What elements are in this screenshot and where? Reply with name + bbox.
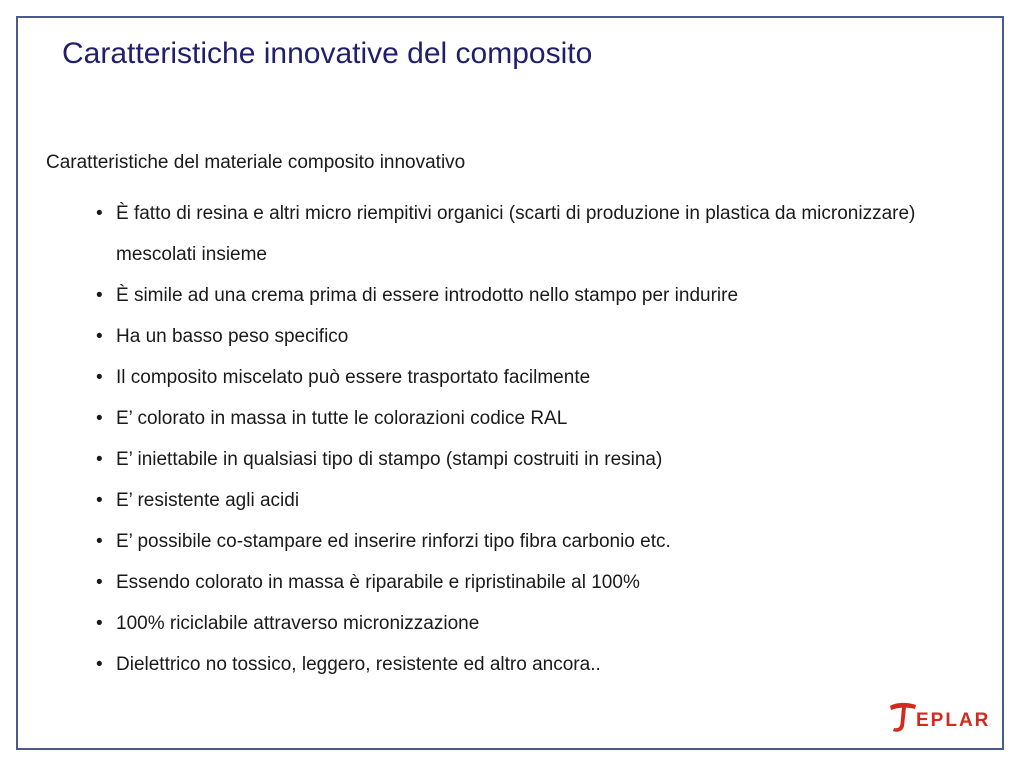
bullet-text: E’ colorato in massa in tutte le colorazioni codice RAL — [116, 408, 568, 429]
bullet-text: Essendo colorato in massa è riparabile e ripristinabile al 100% — [116, 572, 640, 593]
list-item — [96, 398, 956, 439]
bullet-glyph: • — [96, 203, 103, 224]
logo-t-stem — [893, 707, 906, 732]
bullet-glyph: • — [96, 572, 103, 593]
bullet-glyph: • — [96, 531, 103, 552]
list-item — [96, 193, 956, 275]
bullet-list — [96, 193, 956, 685]
bullet-text: E’ resistente agli acidi — [116, 490, 300, 511]
bullet-glyph: • — [96, 285, 103, 306]
bullet-glyph: • — [96, 613, 103, 634]
list-item — [96, 644, 956, 685]
list-item — [96, 275, 956, 316]
bullet-text: Il composito miscelato può essere trasportato facilmente — [116, 367, 591, 388]
logo-text: EPLAR — [916, 710, 991, 731]
bullet-text: E’ possibile co-stampare ed inserire rinforzi tipo fibra carbonio etc. — [116, 531, 671, 552]
bullet-text: È fatto di resina e altri micro riempitivi organici (scarti di produzione in plastica da micronizzare) mescolati insieme — [116, 203, 916, 265]
list-item — [96, 316, 956, 357]
list-item — [96, 357, 956, 398]
list-item — [96, 439, 956, 480]
slide-title: Caratteristiche innovative del composito — [62, 37, 593, 70]
bullet-text: È simile ad una crema prima di essere introdotto nello stampo per indurire — [116, 285, 739, 306]
bullet-text: E’ iniettabile in qualsiasi tipo di stampo (stampi costruiti in resina) — [116, 449, 663, 470]
list-item — [96, 562, 956, 603]
list-item — [96, 480, 956, 521]
bullet-glyph: • — [96, 654, 103, 675]
bullet-glyph: • — [96, 326, 103, 347]
bullet-text: 100% riciclabile attraverso micronizzazione — [116, 613, 480, 634]
bullet-glyph: • — [96, 367, 103, 388]
list-item — [96, 521, 956, 562]
bullet-glyph: • — [96, 408, 103, 429]
bullet-text: Ha un basso peso specifico — [116, 326, 349, 347]
bullet-glyph: • — [96, 490, 103, 511]
bullet-text: Dielettrico no tossico, leggero, resistente ed altro ancora.. — [116, 654, 601, 675]
teplar-logo — [888, 700, 998, 734]
intro-line: Caratteristiche del materiale composito innovativo — [46, 152, 466, 173]
bullet-glyph: • — [96, 449, 103, 470]
list-item — [96, 603, 956, 644]
logo-t-icon — [888, 700, 918, 734]
